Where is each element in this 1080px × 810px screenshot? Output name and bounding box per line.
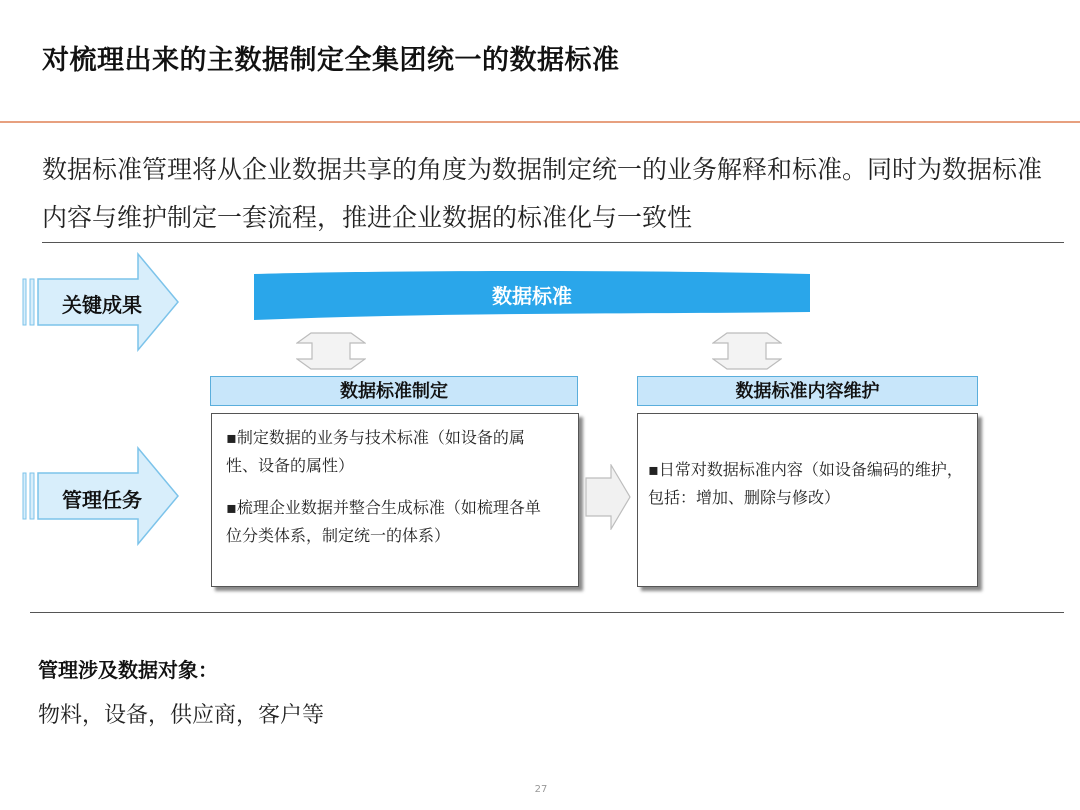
section-divider (30, 612, 1064, 613)
double-arrow-icon (296, 332, 366, 370)
key-result-arrow (20, 252, 190, 356)
page-number: 27 (534, 784, 548, 795)
arrow-right-icon (585, 464, 631, 530)
objects-title: 管理涉及数据对象： (38, 658, 218, 682)
list-item: ▪日常对数据标准内容（如设备编码的维护，包括：增加、删除与修改） (648, 460, 963, 507)
bullet-icon: ▪ (226, 428, 237, 447)
list-item: ▪梳理企业数据并整合生成标准（如梳理各单位分类体系，制定统一的体系） (226, 498, 541, 545)
content-maintenance-header: 数据标准内容维护 (637, 376, 978, 406)
content-maintenance-box (637, 413, 978, 587)
bullet-icon: ▪ (648, 460, 659, 479)
objects-text: 物料，设备，供应商，客户等 (38, 703, 325, 728)
standard-setting-header: 数据标准制定 (210, 376, 578, 406)
banner-label: 数据标准 (492, 284, 572, 308)
bullet-icon: ▪ (226, 498, 237, 517)
title-divider (0, 121, 1080, 123)
intro-divider (42, 242, 1064, 243)
key-result-label: 关键成果 (62, 293, 142, 317)
intro-text: 数据标准管理将从企业数据共享的角度为数据制定统一的业务解释和标准。同时为数据标准内容与维护制定一套流程，推进企业数据的标准化与一致性 (42, 155, 1043, 232)
standard-setting-box (211, 413, 579, 587)
mgmt-task-label: 管理任务 (62, 488, 142, 512)
page-title: 对梳理出来的主数据制定全集团统一的数据标准 (42, 45, 620, 76)
double-arrow-icon (712, 332, 782, 370)
list-item: ▪制定数据的业务与技术标准（如设备的属性、设备的属性） (226, 428, 525, 475)
mgmt-task-arrow (20, 446, 190, 550)
